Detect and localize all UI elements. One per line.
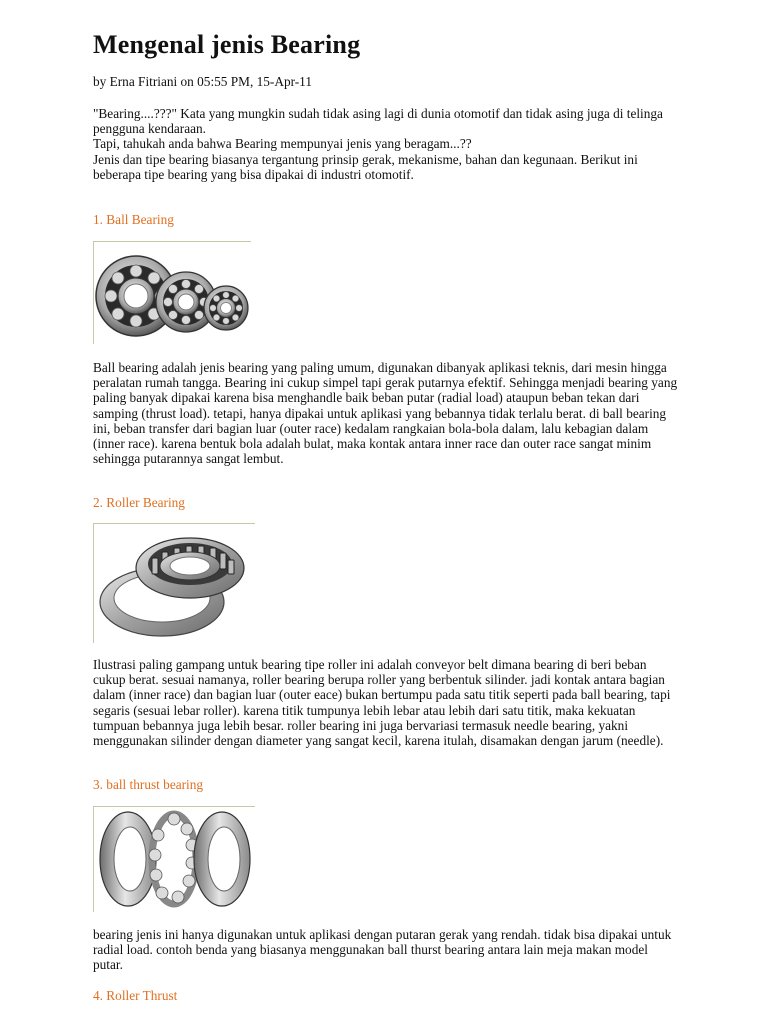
roller-bearing-illustration: [94, 524, 254, 642]
ball-thrust-bearing-illustration: [94, 807, 254, 911]
section-heading-roller-bearing: 2. Roller Bearing: [93, 495, 185, 510]
section-heading-ball-thrust-bearing: 3. ball thrust bearing: [93, 777, 204, 792]
ball-thrust-bearing-image: [93, 806, 255, 912]
section-body-ball-thrust-bearing: bearing jenis ini hanya digunakan untuk aplikasi dengan putaran gerak yang rendah. tidak bisa dipakai untuk radial load. contoh benda yang biasanya menggunakan ball thurst bearing antara lain meja makan model putar.: [93, 927, 672, 973]
intro-line: "Bearing....???" Kata yang mungkin sudah tidak asing lagi di dunia otomotif dan tidak asing juga di telinga pengguna kendaraan.: [93, 106, 663, 137]
intro-line: Jenis dan tipe bearing biasanya tergantung prinsip gerak, mekanisme, bahan dan kegunaan. Berikut ini beberapa tipe bearing yang bisa dipakai di industri otomotif.: [93, 151, 638, 182]
article-byline: by Erna Fitriani on 05:55 PM, 15-Apr-11: [93, 74, 312, 89]
ball-bearing-image: [93, 241, 251, 344]
section-heading-roller-thrust: 4. Roller Thrust: [93, 988, 178, 1003]
intro-line: Tapi, tahukah anda bahwa Bearing mempunyai jenis yang beragam...??: [93, 136, 472, 152]
section-body-ball-bearing: Ball bearing adalah jenis bearing yang paling umum, digunakan dibanyak aplikasi teknis, dari mesin hingga peralatan rumah tangga. Bearing ini cukup simpel tapi gerak putarnya efektif. Sehingga menjadi bearing yang paling banyak dipakai karena bisa menghandle baik beban putar (radial load) ataupun beban tekan dari samping (thrust load). tetapi, hanya dipakai untuk aplikasi yang bebannya tidak terlalu berat. di ball bearing ini, beban transfer dari bagian luar (outer race) kedalam rangkaian bola-bola dalam, lalu kebagian dalam (inner race). karena bentuk bola adalah bulat, maka kontak antara inner race dan outer race sangat minim sehingga putarannya sangat lembut.: [93, 360, 678, 467]
section-body-roller-bearing: Ilustrasi paling gampang untuk bearing tipe roller ini adalah conveyor belt dimana bearing di beri beban cukup berat. sesuai namanya, roller bearing berupa roller yang berbentuk silinder. jadi kontak antara bagian dalam (inner race) dan bagian luar (outer eace) bukan bertumpu pada satu titik seperti pada ball bearing, tapi segaris (sesuai lebar roller). karena titik tumpunya lebih lebar atau lebih dari satu titik, maka kekuatan tumpuan bebannya juga lebih besar. roller bearing ini juga bervariasi termasuk needle bearing, yakni menggunakan silinder dengan diameter yang sangat kecil, karena itulah, disamakan dengan jarum (needle).: [93, 657, 671, 749]
roller-bearing-image: [93, 523, 255, 643]
intro-paragraph: [93, 106, 678, 182]
article-title: Mengenal jenis Bearing: [93, 30, 361, 59]
ball-bearing-illustration: [94, 242, 250, 343]
section-heading-ball-bearing: 1. Ball Bearing: [93, 212, 174, 227]
